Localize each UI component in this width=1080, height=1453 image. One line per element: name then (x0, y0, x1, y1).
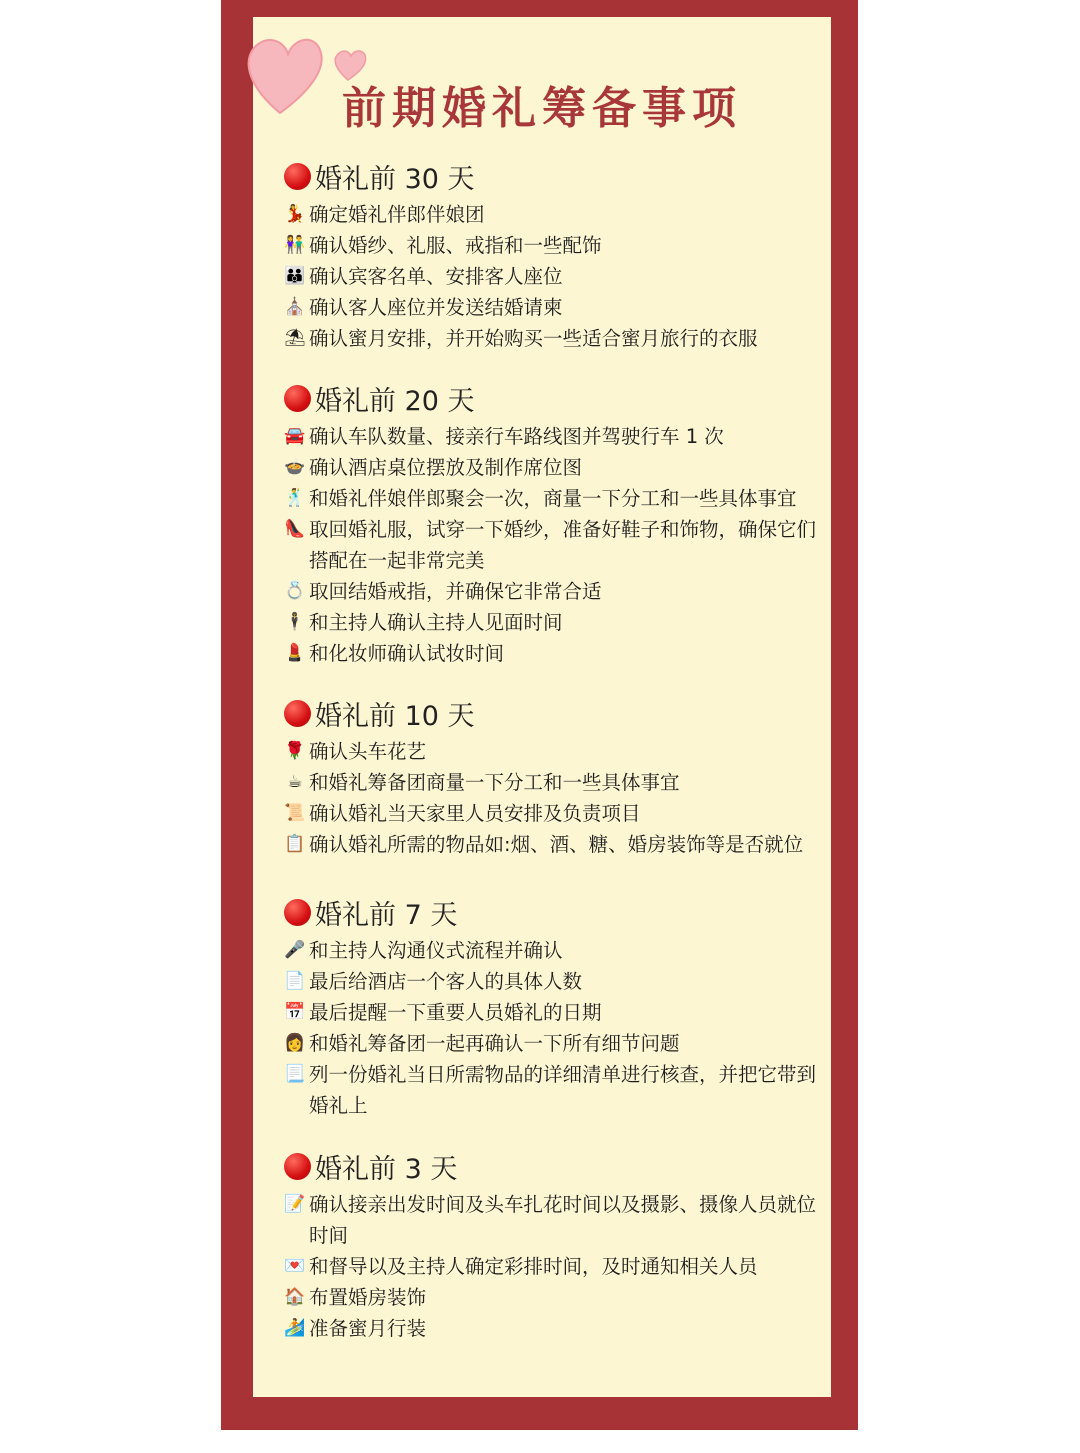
section-heading (284, 377, 824, 419)
section-heading (284, 891, 824, 933)
section-heading (284, 155, 824, 197)
list-item (284, 1028, 824, 1059)
section-heading-text: 婚礼前 3 天 (315, 1153, 458, 1185)
list-item-text: 布置婚房装饰 (309, 1286, 427, 1309)
lipstick-icon: 💄 (284, 643, 306, 663)
section-heading (284, 1145, 824, 1187)
section-heading-text: 婚礼前 20 天 (315, 385, 475, 417)
list-item-text: 和婚礼伴娘伴郎聚会一次，商量一下分工和一些具体事宜 (309, 487, 797, 510)
list-item (284, 514, 824, 576)
high-heel-icon: 👠 (284, 519, 306, 539)
list-item-text: 和主持人确认主持人见面时间 (309, 611, 563, 634)
calendar-icon: 📅 (284, 1002, 306, 1022)
list-item (284, 1313, 824, 1344)
list-item (284, 230, 824, 261)
list-item-text: 取回结婚戒指，并确保它非常合适 (309, 580, 602, 603)
scroll-icon: 📜 (284, 803, 306, 823)
section-20-days (284, 377, 824, 669)
list-item (284, 261, 824, 292)
list-item-text: 确认客人座位并发送结婚请柬 (309, 296, 563, 319)
list-item-text: 确认婚礼当天家里人员安排及负责项目 (309, 802, 641, 825)
list-item (284, 966, 824, 997)
list-item (284, 736, 824, 767)
section-3-days (284, 1145, 824, 1344)
red-circle-icon (284, 1153, 311, 1180)
list-item (284, 1282, 824, 1313)
list-item-text: 和婚礼筹备团一起再确认一下所有细节问题 (309, 1032, 680, 1055)
red-circle-icon (284, 899, 311, 926)
list-item (284, 829, 824, 860)
family-icon: 👪 (284, 266, 306, 286)
car-icon: 🚘 (284, 426, 306, 446)
list-item-text: 确认接亲出发时间及头车扎花时间以及摄影、摄像人员就位时间 (309, 1193, 817, 1247)
list-item-text: 列一份婚礼当日所需物品的详细清单进行核查，并把它带到婚礼上 (309, 1063, 817, 1117)
red-circle-icon (284, 163, 311, 190)
list-item-text: 确认婚礼所需的物品如:烟、酒、糖、婚房装饰等是否就位 (309, 833, 804, 856)
list-item-text: 和婚礼筹备团商量一下分工和一些具体事宜 (309, 771, 680, 794)
red-circle-icon (284, 385, 311, 412)
list-item (284, 638, 824, 669)
list-item (284, 199, 824, 230)
list-item-text: 确认酒店桌位摆放及制作席位图 (309, 456, 583, 479)
list-item (284, 292, 824, 323)
page-icon: 📄 (284, 971, 306, 991)
list-item (284, 483, 824, 514)
list-item (284, 1059, 824, 1121)
list-item (284, 323, 824, 354)
list-item (284, 1189, 824, 1251)
section-heading-text: 婚礼前 7 天 (315, 899, 458, 931)
list-item (284, 607, 824, 638)
section-heading-text: 婚礼前 10 天 (315, 700, 475, 732)
list-item-text: 确认蜜月安排，并开始购买一些适合蜜月旅行的衣服 (309, 327, 758, 350)
list-item-text: 确定婚礼伴郎伴娘团 (309, 203, 485, 226)
host-icon: 🕴 (284, 612, 306, 632)
list-item (284, 1251, 824, 1282)
list-item (284, 767, 824, 798)
page-title: 前期婚礼筹备事项 (342, 83, 742, 134)
list-item-text: 最后给酒店一个客人的具体人数 (309, 970, 583, 993)
list-item-text: 确认婚纱、礼服、戒指和一些配饰 (309, 234, 602, 257)
list-item-text: 确认车队数量、接亲行车路线图并驾驶行车 1 次 (309, 425, 724, 448)
list-item-text: 和督导以及主持人确定彩排时间，及时通知相关人员 (309, 1255, 758, 1278)
red-circle-icon (284, 700, 311, 727)
coffee-icon: ☕ (287, 772, 303, 792)
section-heading-text: 婚礼前 30 天 (315, 163, 475, 195)
section-7-days (284, 891, 824, 1121)
list-item (284, 576, 824, 607)
microphone-icon: 🎤 (284, 940, 306, 960)
list-item-text: 最后提醒一下重要人员婚礼的日期 (309, 1001, 602, 1024)
clipboard-icon: 📋 (284, 834, 306, 854)
dancer-icon: 💃 (284, 204, 306, 224)
couple-icon: 👫 (284, 235, 306, 255)
bowl-icon: 🍲 (284, 457, 306, 477)
list-item-text: 和化妆师确认试妆时间 (309, 642, 505, 665)
section-10-days (284, 692, 824, 860)
dancing-man-icon: 🕺 (284, 488, 306, 508)
list-item (284, 798, 824, 829)
beach-icon: ⛱ (284, 328, 306, 348)
list-item-text: 确认头车花艺 (309, 740, 427, 763)
list-item-text: 和主持人沟通仪式流程并确认 (309, 939, 563, 962)
rose-icon: 🌹 (284, 741, 306, 761)
list-icon: 📃 (284, 1064, 306, 1084)
house-icon: 🏠 (284, 1287, 306, 1307)
section-30-days (284, 155, 824, 354)
list-item-text: 取回婚礼服，试穿一下婚纱，准备好鞋子和饰物，确保它们搭配在一起非常完美 (309, 518, 817, 572)
list-item-text: 确认宾客名单、安排客人座位 (309, 265, 563, 288)
surfer-icon: 🏄 (284, 1318, 306, 1338)
section-heading (284, 692, 824, 734)
love-letter-icon: 💌 (284, 1256, 306, 1276)
person-laptop-icon: 👩 (284, 1033, 306, 1053)
list-item (284, 997, 824, 1028)
ring-icon: 💍 (284, 581, 306, 601)
list-item-text: 准备蜜月行装 (309, 1317, 427, 1340)
list-item (284, 421, 824, 452)
chapel-icon: ⛪ (284, 297, 306, 317)
list-item (284, 452, 824, 483)
memo-icon: 📝 (284, 1194, 306, 1214)
list-item (284, 935, 824, 966)
